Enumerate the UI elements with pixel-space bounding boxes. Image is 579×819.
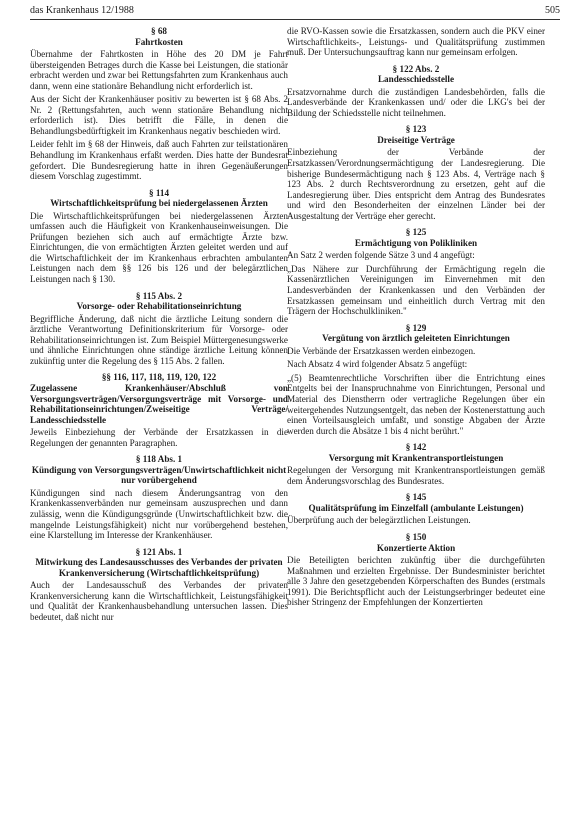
section-number: § 142 xyxy=(405,442,427,453)
section-number: § 125 xyxy=(405,227,427,238)
section-number: § 150 xyxy=(405,531,427,542)
section-number: §§ 116, 117, 118, 119, 120, 122 xyxy=(101,372,217,383)
section-number: § 121 Abs. 1 xyxy=(135,546,183,557)
paragraph: Kündigungen sind nach diesem Änderungsantrag von den Krankenkassenverbänden nur gemeinsam auszusprechen und dann zulässig, wenn die Kündigungsgründe (Unwirtschaftlichkeit bzw. die mangelnde Leistungsfähigkeit) nicht nur vorübergehend bestehen, eine Klarstellung im Interesse der Krankenhäuser. xyxy=(30,487,288,541)
paragraph: Überprüfung auch der belegärztlichen Leistungen. xyxy=(287,515,471,526)
section-number: § 129 xyxy=(405,322,427,333)
paragraph: Die Wirtschaftlichkeitsprüfungen bei niedergelassenen Ärzten umfassen auch die Häufigkeit von Krankenhauseinweisungen. Die Prüfungen beziehen sich auch auf ermächtigte Ärzte bzw. Einrichtungen, die von ermächtigten Ärzten geleitet werden und auf die Wirtschaftlichkeit der im Krankenhaus erbrachten ambulanten Leistungen nach dem §§ 126 bis 126 und der belegärztlichen Leistungen nach § 130. xyxy=(30,210,288,285)
section-title: Vorsorge- oder Rehabilitationseinrichtung xyxy=(76,301,242,312)
section-number: § 123 xyxy=(405,124,427,135)
quoted-paragraph: „(5) Beamtenrechtliche Vorschriften über die Entrichtung eines Entgelts bei der Inanspruchnahme von Einrichtungen, Personal und Material des Dienstherrn oder vertragliche Regelungen über ein weitergehendes Nutzungsentgelt, das neben der Kostenerstattung auch einen Vorteilsausgleich umfaßt, und sonstige Abgaben der Ärzte werden durch die Absätze 1 bis 4 nicht berührt." xyxy=(287,372,545,436)
section-number: § 122 Abs. 2 xyxy=(392,63,440,74)
section-number: § 145 xyxy=(405,492,427,503)
section-title: Dreiseitige Verträge xyxy=(377,134,455,145)
paragraph: Ersatzvornahme durch die zuständigen Landesbehörden, falls die Landesverbände der Krankenkassen und/ oder die LKG's bei der Bildung der Schiedsstelle nicht teilnehmen. xyxy=(287,86,545,118)
page-number: 505 xyxy=(545,5,560,16)
section-title: Vergütung von ärztlich geleiteten Einrichtungen xyxy=(322,333,510,344)
journal-title: das Krankenhaus 12/1988 xyxy=(30,5,134,16)
right-column xyxy=(287,26,545,611)
section-number: § 118 Abs. 1 xyxy=(135,454,183,465)
left-column xyxy=(30,26,288,625)
paragraph: Die Beteiligten berichten zukünftig über die durchgeführten Maßnahmen und erzielten Ergebnisse. Der Bundesminister berichtet alle 3 Jahre den gesetzgebenden Körperschaften des Bundes (erstmals 1991). Die Berichtspflicht auch der Leistungserbringer bedeutet eine bisher Stringenz der Empfehlungen der Konzertierten xyxy=(287,555,545,608)
section-number: § 114 xyxy=(148,187,170,198)
quoted-paragraph: „Das Nähere zur Durchführung der Ermächtigung regeln die Kassenärztlichen Vereinigungen im Einvernehmen mit den Landesverbänden der Krankenkassen und den Verbänden der Ersatzkassen gemeinsam und einheitlich durch Vertrag mit den Trägern der Hochschulkliniken." xyxy=(287,263,545,317)
paragraph: Jeweils Einbeziehung der Verbände der Ersatzkassen in die Regelungen der genannten Paragraphen. xyxy=(30,427,288,448)
section-title: Qualitätsprüfung im Einzelfall (ambulante Leistungen) xyxy=(308,502,524,513)
section-number: § 115 Abs. 2 xyxy=(135,290,183,301)
paragraph: Auch der Landesausschuß des Verbandes der privaten Krankenversicherung kann die Wirtschaftlichkeit, Leistungsfähigkeit und Qualität der Krankenhausbehandlung untersuchen lassen. Dies bedeutet, daß nicht nur xyxy=(30,580,288,622)
section-title: Kündigung von Versorgungsverträgen/Unwirtschaftlichkeit nicht nur vorübergehend xyxy=(31,464,287,486)
running-header xyxy=(30,5,560,20)
section-title: Ermächtigung von Polikliniken xyxy=(354,237,478,248)
section-title: Landesschiedsstelle xyxy=(377,74,455,85)
paragraph: Begriffliche Änderung, daß nicht die ärztliche Leitung sondern die ärztliche Verantwortung Definitionskriterium für Vorsorge- oder Rehabilitationseinrichtungen ist. Zum Beispiel Müttergenesungswerke und ähnliche Einrichtungen ohne ständige ärztliche Leitung können zukünftig unter die Regelung des § 115 Abs. 2 fallen. xyxy=(30,313,288,366)
paragraph: An Satz 2 werden folgende Sätze 3 und 4 angefügt: xyxy=(287,250,475,261)
paragraph: Einbeziehung der Verbände der Ersatzkassen/Verordnungsermächtigung der Landesregierung. Die bisherige Bundesermächtigung nach § 123 Abs. 4, Verträge nach § 123 Abs. 2 durch Rechtsverordnung zu ersetzen, geht auf die Landesregierung über. Dies entspricht dem Antrag des Bundesrates und wird den Besonderheiten der einzelnen Länder bei der Ausgestaltung der Verträge eher gerecht. xyxy=(287,147,545,221)
section-title: Zugelassene Krankenhäuser/Abschluß von Versorgungsverträgen/Versorgungsverträge mit Vorsorge- und Rehabilitationseinrichtungen/Zweiseitige Verträge/ Landesschiedsstelle xyxy=(30,382,288,425)
section-title: Wirtschaftlichkeitsprüfung bei niedergelassenen Ärzten xyxy=(50,198,268,209)
paragraph: Die Verbände der Ersatzkassen werden einbezogen. xyxy=(287,345,476,356)
section-title: Fahrtkosten xyxy=(135,36,183,47)
section-title: Konzertierte Aktion xyxy=(376,542,456,553)
paragraph: Leider fehlt im § 68 der Hinweis, daß auch Fahrten zur teilstationären Behandlung im Krankenhaus erfaßt werden. Dies hatte der Bundesrat gefordert. Die Bundesregierung hatte in ihren Gegenäußerungen diesem Vorschlag zugestimmt. xyxy=(30,139,288,182)
paragraph: Aus der Sicht der Krankenhäuser positiv zu bewerten ist § 68 Abs. 2 Nr. 2 (Rettungsfahrten, auch wenn stationäre Behandlung nicht erforderlich ist). Dies betrifft die Fälle, in denen die Behandlungsbedürftigkeit im Krankenhaus negativ beschieden wird. xyxy=(30,94,288,136)
paragraph: Übernahme der Fahrtkosten in Höhe des 20 DM je Fahrt übersteigenden Betrages durch die Kasse bei Leistungen, die stationär erbracht werden und zwar bei Rettungsfahrten zum Krankenhaus auch dann, wenn eine stationäre Behandlung nicht erforderlich ist. xyxy=(30,49,288,91)
section-number: § 68 xyxy=(151,26,167,36)
paragraph: Regelungen der Versorgung mit Krankentransportleistungen gemäß dem Änderungsvorschlag des Bundesrates. xyxy=(287,465,545,486)
paragraph: die RVO-Kassen sowie die Ersatzkassen, sondern auch die PKV einer Wirtschaftlichkeits-, Leistungs- und Qualitätsprüfung zustimmen muß. Der Untersuchungsauftrag kann nur gemeinsam erfolgen. xyxy=(287,26,545,58)
section-title: Versorgung mit Krankentransportleistungen xyxy=(328,452,504,463)
paragraph: Nach Absatz 4 wird folgender Absatz 5 angefügt: xyxy=(287,359,468,370)
section-title: Mitwirkung des Landesausschusses des Verbandes der privaten Krankenversicherung (Wirtschaftlichkeitsprüfung) xyxy=(35,557,283,578)
